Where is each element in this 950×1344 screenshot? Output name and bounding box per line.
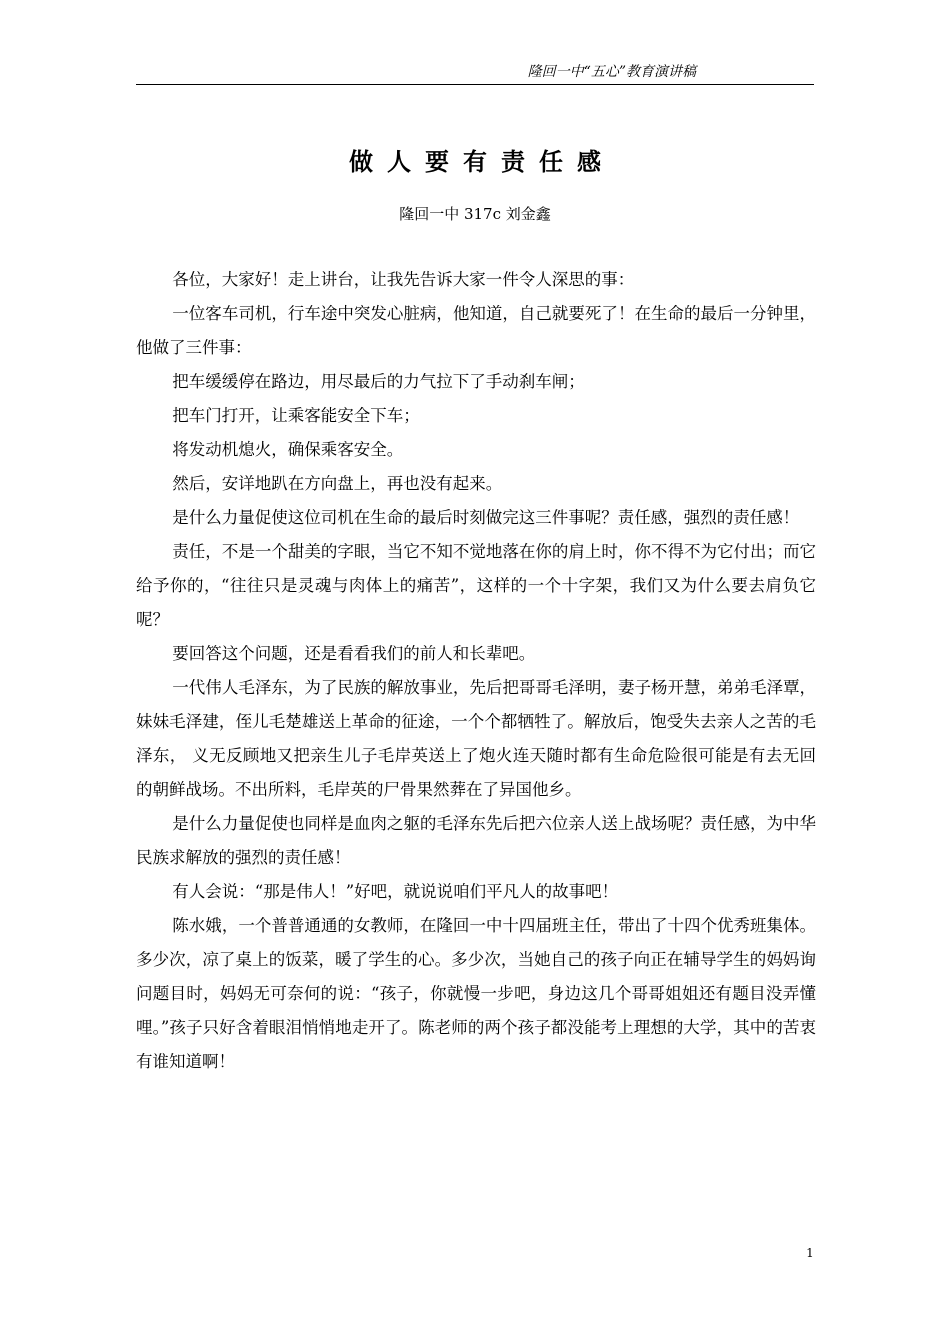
- page-number: 1: [806, 1246, 814, 1260]
- running-header: 隆回一中“五心”教育演讲稿: [527, 64, 696, 80]
- paragraph: 把车缓缓停在路边，用尽最后的力气拉下了手动刹车闸；: [172, 372, 585, 391]
- header-rule: [136, 84, 814, 85]
- paragraph: 然后，安详地趴在方向盘上，再也没有起来。: [172, 474, 503, 493]
- paragraph: 是什么力量促使这位司机在生命的最后时刻做完这三件事呢？责任感，强烈的责任感！: [172, 508, 800, 527]
- document-body: [136, 263, 816, 1079]
- paragraph: 一代伟人毛泽东，为了民族的解放事业，先后把哥哥毛泽明，妻子杨开慧，弟弟毛泽覃，妹妹毛泽建，侄儿毛楚雄送上革命的征途，一个个都牺牲了。解放后，饱受失去亲人之苦的毛泽东， 义无反顾地又把亲生儿子毛岸英送上了炮火连天随时都有生命危险很可能是有去无回的朝鲜战场。不出所料，毛岸英的尸骨果然葬在了异国他乡。: [136, 678, 816, 799]
- paragraph: 责任，不是一个甜美的字眼，当它不知不觉地落在你的肩上时，你不得不为它付出；而它给予你的，“往往只是灵魂与肉体上的痛苦”，这样的一个十字架，我们又为什么要去肩负它呢？: [136, 542, 816, 629]
- paragraph: 要回答这个问题，还是看看我们的前人和长辈吧。: [172, 644, 536, 663]
- paragraph: 有人会说：“那是伟人！”好吧，就说说咱们平凡人的故事吧！: [172, 882, 619, 901]
- paragraph: 一位客车司机，行车途中突发心脏病，他知道，自己就要死了！在生命的最后一分钟里，他做了三件事：: [136, 304, 816, 357]
- paragraph: 是什么力量促使也同样是血肉之躯的毛泽东先后把六位亲人送上战场呢？责任感，为中华民族求解放的强烈的责任感！: [136, 814, 816, 867]
- document-byline: 隆回一中 317c 刘金鑫: [399, 205, 551, 223]
- paragraph: 把车门打开，让乘客能安全下车；: [172, 406, 420, 425]
- document-title: 做人要有责任感: [349, 147, 615, 176]
- paragraph: 各位，大家好！走上讲台，让我先告诉大家一件令人深思的事：: [172, 270, 635, 289]
- paragraph: 将发动机熄火，确保乘客安全。: [172, 440, 404, 459]
- paragraph: 陈水娥，一个普普通通的女教师，在隆回一中十四届班主任，带出了十四个优秀班集体。多少次，凉了桌上的饭菜，暖了学生的心。多少次，当她自己的孩子向正在辅导学生的妈妈询问题目时，妈妈无可奈何的说：“孩子，你就慢一步吧，身边这几个哥哥姐姐还有题目没弄懂哩。”孩子只好含着眼泪悄悄地走开了。陈老师的两个孩子都没能考上理想的大学，其中的苦衷有谁知道啊！: [136, 916, 816, 1071]
